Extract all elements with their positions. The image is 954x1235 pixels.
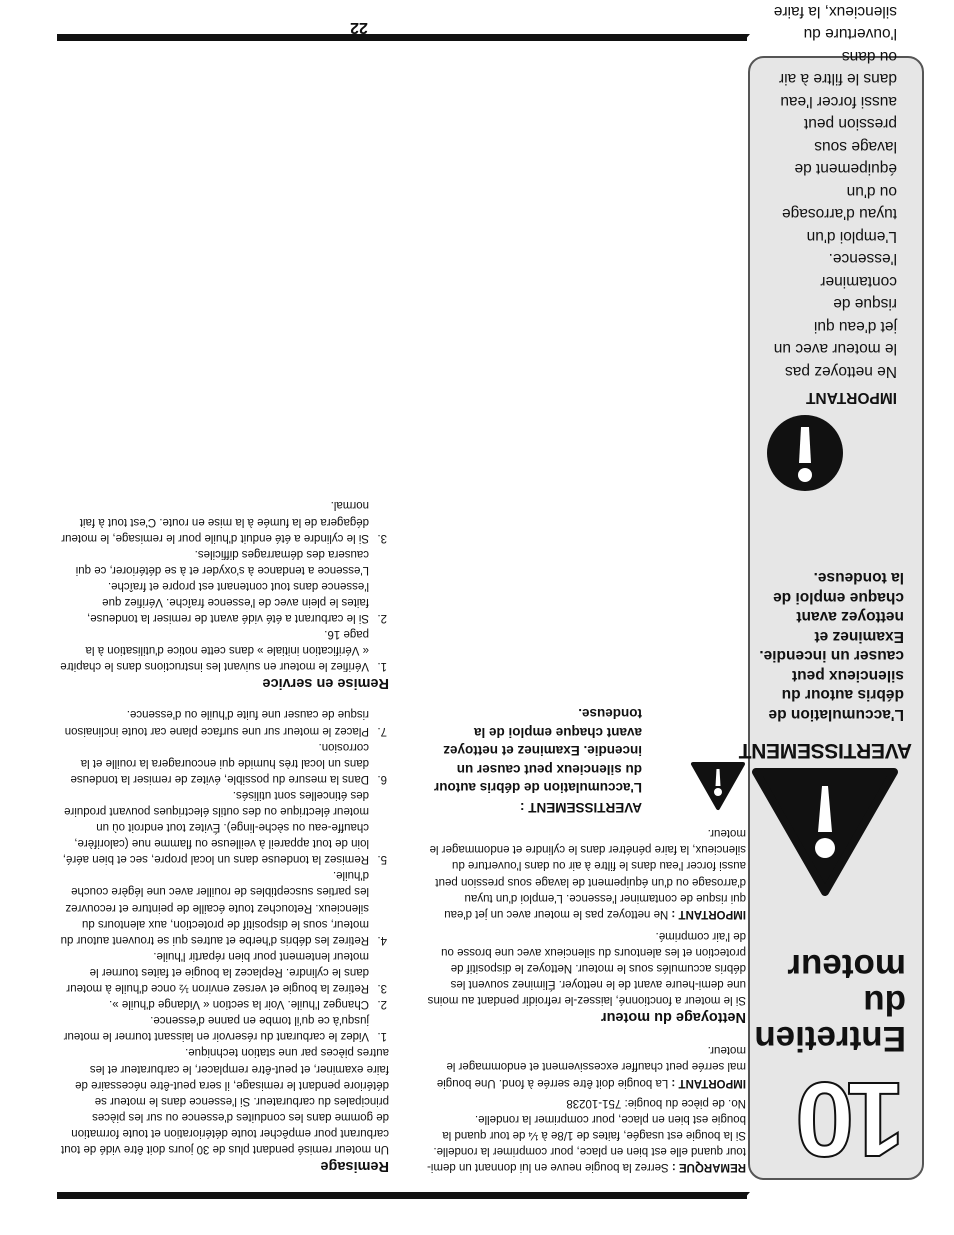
list-item-number: 3. <box>377 531 387 544</box>
list-item-number: 2. <box>377 998 387 1011</box>
storage-heading: Remisage <box>320 1158 389 1174</box>
list-item <box>59 706 389 738</box>
right-column <box>59 497 389 1175</box>
list-item-number: 1. <box>377 1030 387 1043</box>
list-item-text: Changez l'huile. Voir la section « Vidange d'huile ». <box>109 998 369 1011</box>
list-item-text: Remisez la tondeuse dans un local propre, sec et bien aéré, loin de tout appareil à veilleuse ou flamme nue (calorifère, chauffe-eau ou sèche-linge). Évitez tout endroit où un moteur électrique ou des outils électriques pouvant produire des étincelles sont utilisés. <box>62 788 369 866</box>
sidebar-important-text: Ne nettoyez pas le moteur avec un jet d'eau qui risque de contaminer l'essence. L'emploi d'un tuyau d'arrosage ou d'un équipement de lavage sous pression peut aussi forcer l'eau dans le filtre à air ou dans l'ouverture du silencieux, la faire <box>773 3 897 380</box>
warning-label: AVERTISSEMENT : <box>519 800 642 816</box>
remark-text: Serrez la bougie neuve en lui donnant un demi-tour quand elle est bien en place, pour comprimer la rondelle. Si la bougie est usagée, faites de 1/8e à ¼ de tour quand la bougie est bien en place, pour comprimer la rondelle. <box>427 1112 746 1173</box>
storage-list <box>59 706 389 1044</box>
chapter-sidebar <box>738 3 924 1180</box>
important-label: IMPORTANT : <box>671 907 746 920</box>
list-item-number: 6. <box>377 772 387 785</box>
list-item-number: 7. <box>377 724 387 737</box>
list-item <box>59 867 389 947</box>
chapter-title: Entretien du moteur <box>754 947 906 1058</box>
list-item-number: 5. <box>377 853 387 866</box>
top-rule <box>57 1192 747 1199</box>
sidebar-important-label: IMPORTANT <box>806 389 897 406</box>
list-item <box>59 1012 389 1044</box>
warning-triangle-icon <box>750 766 900 898</box>
engine-cleaning-text: Si le moteur a fonctionné, laissez-le refroidir pendant au moins une demi-heure avant de le nettoyer. Éliminez souvent les débris accumulés sous le moteur. Nettoyez le dispositif de protection et les alentours du silencieux avec une brosse ou de l'air comprimé. <box>427 929 746 1007</box>
bottom-rule <box>57 34 747 41</box>
sidebar-warning-text: L'accumulation de débris autour du silencieux peut causer un incendie. Examinez et nettoyez avant chaque emploi de la tondeuse. <box>759 569 904 723</box>
list-item-text: Videz le carburant du réservoir en laissant tourner le moteur jusqu'à ce qu'il tombe en panne d'essence. <box>63 1014 369 1043</box>
spark-plug-remark <box>426 1111 746 1175</box>
service-heading: Remise en service <box>262 675 389 692</box>
list-item <box>59 497 389 545</box>
important-spark-plug <box>426 1042 746 1090</box>
warning-text: L'accumulation de débris autour du silencieux peut causer un incendie. Examinez et nettoyez avant chaque emploi de la tondeuse. <box>434 706 642 796</box>
list-item <box>59 739 389 787</box>
important-label: IMPORTANT : <box>671 1076 746 1089</box>
list-item <box>59 546 389 626</box>
warning-callout <box>426 685 746 815</box>
list-item <box>59 948 389 996</box>
important-cleaning <box>426 825 746 922</box>
important-text: Ne nettoyez pas le moteur avec un jet d'eau qui risque de contaminer l'essence. L'emploi d'un tuyau d'arrosage ou d'un équipement de lavage sous pression peut aussi forcer l'eau dans le filtre à air ou dans l'ouverture du silencieux, la faire pénétrer dans le cylindre et endommager le moteur. <box>429 827 746 920</box>
list-item-text: Vérifiez le moteur en suivant les instructions dans le chapitre « Vérification initiale » dans cette notice d'utilisation à la page 16. <box>60 628 369 673</box>
list-item-number: 2. <box>377 612 387 625</box>
important-text: La bougie doit être serrée à fond. Une bougie mal serrée peut chauffer excessivement et endommager le moteur. <box>436 1044 746 1089</box>
page-number: 22 <box>350 19 368 36</box>
list-item-number: 3. <box>377 982 387 995</box>
list-item-text: Si le carburant a été vidé avant de remiser la tondeuse, faites le plein avec de l'essence fraîche. Vérifiez que l'essence dans tout contenant est propre et fraîche. L'essence a tendance à s'oxyder et à se détériorer, ce qui causera des démarrages difficiles. <box>75 547 369 625</box>
list-item-text: Dans la mesure du possible, évitez de remiser la tondeuse dans un local très humide qui encouragera la rouille et la corrosion. <box>70 740 369 785</box>
middle-column <box>426 685 746 1175</box>
list-item-number: 1. <box>377 660 387 673</box>
part-number: No. de pièce du bougie: 751-10238 <box>566 1096 746 1109</box>
service-list <box>59 497 389 674</box>
engine-cleaning-heading: Nettoyage du moteur <box>600 1009 746 1026</box>
list-item <box>59 626 389 674</box>
list-item-text: Placez le moteur sur une surface plane car toute inclinaison risque de causer une fuite d'huile ou d'essence. <box>64 708 369 737</box>
list-item-number: 4. <box>377 933 387 946</box>
list-item-text: Retirez la bougie et versez environ ½ once d'huile à moteur dans le cylindre. Replacez la bougie et faites tourner le moteur lentement pour bien répartir l'huile. <box>66 949 369 995</box>
warning-triangle-icon <box>690 761 746 811</box>
list-item-text: Si le cylindre a été enduit d'huile pour le remisage, le moteur dégagera de la fumée à la mise en route. C'est tout à fait normal. <box>61 499 369 544</box>
sidebar-warning-label: AVERTISSEMENT <box>738 739 912 762</box>
important-info-icon <box>766 414 844 492</box>
remark-label: REMARQUE : <box>671 1161 746 1173</box>
chapter-number: 10 <box>803 1060 905 1178</box>
list-item <box>59 996 389 1012</box>
list-item <box>59 787 389 867</box>
list-item-text: Retirez les débris d'herbe et autres qui se trouvent autour du moteur, sous le dispositif de protection, aux alentours du silencieux. Retouchez toute écaille de peinture et recouvrez les parties susceptibles de rouiller avec une légère couche d'huile. <box>60 869 369 946</box>
storage-intro: Un moteur remisé pendant plus de 30 jours doit être vidé de tout carburant pour empêcher toute détérioration et toute formation de gomme dans les conduites d'essence ou sur les pièces principales du carburateur. Si l'essence dans le moteur se détériore pendant le remisage, il sera peut-être nécessaire de faire examiner, et peut-être remplacer, le carburateur et les autres pièces par une station technique. <box>61 1046 389 1155</box>
